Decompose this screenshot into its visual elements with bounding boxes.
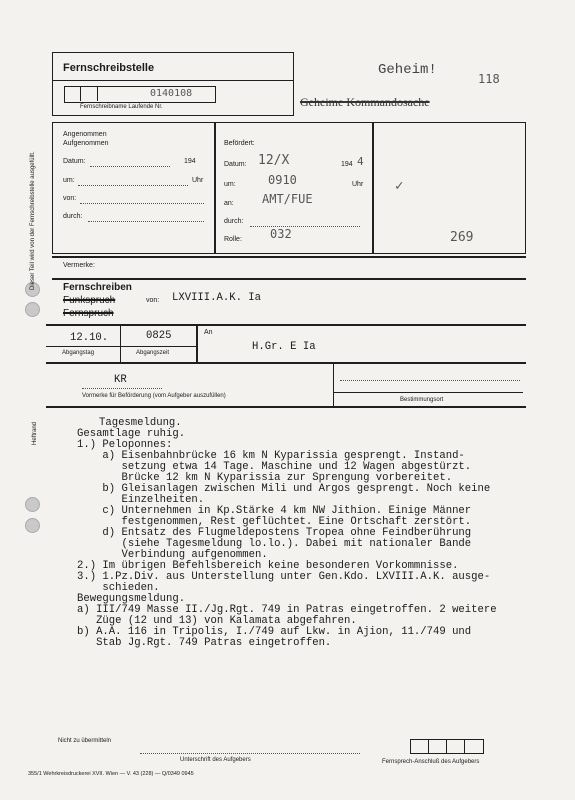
punch-hole [25, 497, 40, 512]
side-note: Dieser Teil wird von der Fernschreibstelle ausgefüllt. [30, 151, 36, 290]
fernsprech-label: Fernsprech-Anschluß des Aufgebers [382, 759, 480, 765]
received-year-label: 194 [184, 158, 196, 165]
unterschrift-label: Unterschrift des Aufgebers [180, 757, 251, 763]
message-body [77, 418, 497, 649]
recipient: H.Gr. E Ia [252, 341, 316, 353]
received-um-label: um: [63, 177, 75, 184]
forwarded-rolle-value: 032 [270, 227, 292, 241]
body-line: a) III/749 Masse II./Jg.Rgt. 749 in Patras eingetroffen. 2 weitere [77, 604, 497, 616]
body-line: Einzelheiten. [77, 494, 205, 506]
body-line: Tagesmeldung. [99, 417, 182, 429]
forwarded-year-value: 4 [357, 155, 364, 168]
nicht-ubermitteln-label: Nicht zu übermitteln [58, 738, 112, 744]
abgangszeit-label: Abgangszeit [136, 350, 170, 356]
sender: LXVIII.A.K. Ia [172, 292, 262, 304]
befordert-label: Befördert: [224, 140, 255, 147]
abgangszeit-value: 0825 [146, 330, 172, 342]
handwritten-corner: 118 [478, 72, 500, 86]
stamp-number: 0140108 [150, 88, 193, 99]
body-line: (siehe Tagesmeldung lo.lo.). Dabei mit nationaler Bande [77, 538, 472, 550]
funkspruch-label: Funkspruch [63, 295, 116, 306]
right-note: 269 [450, 230, 474, 245]
forwarded-datum-label: Datum: [224, 161, 247, 168]
forwarded-datum-value: 12/X [258, 153, 290, 168]
forwarded-um-label: um: [224, 181, 236, 188]
forwarded-um-value: 0910 [268, 173, 297, 187]
page-title: Fernschreibstelle [63, 62, 155, 74]
received-von-label: von: [63, 195, 77, 202]
fernsprech-box [410, 739, 484, 754]
forwarded-an-value: AMT/FUE [262, 192, 313, 206]
forwarded-uhr-label: Uhr [352, 181, 364, 188]
body-line: schieden. [77, 582, 160, 594]
received-datum-label: Datum: [63, 158, 86, 165]
stamp-box [64, 86, 216, 103]
body-line: 3.) 1.Pz.Div. aus Unterstellung unter Gen.Kdo. LXVIII.A.K. ausge- [77, 571, 491, 583]
body-line: festgenommen, Rest geflüchtet. Eine Ortschaft zerstört. [77, 516, 472, 528]
struck-heading: Geheime Kommandosache [300, 95, 430, 109]
body-line: Verbindung aufgenommen. [77, 549, 268, 561]
body-line: b) Gleisanlagen zwischen Mili und Argos gesprengt. Noch keine [77, 483, 491, 495]
received-durch-label: durch: [63, 213, 83, 220]
abgangstag-label: Abgangstag [62, 350, 95, 356]
vermerke-label: Vermerke: [63, 262, 95, 269]
geheim-stamp: Geheim! [378, 62, 437, 78]
heftrand-label: Heftrand [32, 421, 38, 445]
fernschreibname-label: Fernschreibname Laufende Nr. [80, 104, 163, 110]
right-scribble: ✓ [395, 178, 404, 194]
printer-imprint: 355/1 Wehrkreisdruckerei XVII. Wien — V. 43 (228) — Q/0349 0945 [28, 771, 194, 777]
body-line: 1.) Peloponnes: [77, 439, 173, 451]
body-line: Brücke 12 km N Kyparissia zur Sprengung vorbereitet. [77, 472, 453, 484]
body-line: c) Unternehmen in Kp.Stärke 4 km NW Jithion. Einige Männer [77, 505, 472, 517]
body-line: Züge (12 und 13) von Kalamata abgefahren. [77, 615, 357, 627]
an-label: An [204, 329, 213, 336]
body-line: Gesamtlage ruhig. [77, 428, 186, 440]
vormerke-label: Vormerke für Beförderung (vom Aufgeber auszufüllen) [82, 393, 226, 399]
forwarded-an-label: an: [224, 200, 234, 207]
punch-hole [25, 302, 40, 317]
body-line: a) Eisenbahnbrücke 16 km N Kyparissia gesprengt. Instand- [77, 450, 465, 462]
body-line: setzung etwa 14 Tage. Maschine und 12 Wagen abgestürzt. [77, 461, 472, 473]
abgangstag-value: 12.10. [70, 332, 109, 344]
aufgenommen-label: Aufgenommen [63, 140, 109, 147]
received-uhr-label: Uhr [192, 177, 204, 184]
bestimmungsort-label: Bestimmungsort [400, 397, 444, 403]
fernschreiben-label: Fernschreiben [63, 282, 132, 293]
fernspruch-label: Fernspruch [63, 308, 114, 319]
priority: KR [114, 374, 127, 386]
angenommen-label: Angenommen [63, 131, 107, 138]
body-line: b) A.A. 116 in Tripolis, I./749 auf Lkw. in Ajion, 11./749 und [77, 626, 472, 638]
punch-hole [25, 518, 40, 533]
body-line: d) Entsatz des Flugmeldepostens Tropea ohne Feindberührung [77, 527, 472, 539]
forwarded-durch-label: durch: [224, 218, 244, 225]
body-line: Bewegungsmeldung. [77, 593, 186, 605]
body-line: 2.) Im übrigen Befehlsbereich keine besonderen Vorkommnisse. [77, 560, 459, 572]
body-line: Stab Jg.Rgt. 749 Patras eingetroffen. [77, 637, 332, 649]
forwarded-year-label: 194 [341, 161, 353, 168]
forwarded-rolle-label: Rolle: [224, 236, 242, 243]
von-label: von: [146, 297, 160, 304]
